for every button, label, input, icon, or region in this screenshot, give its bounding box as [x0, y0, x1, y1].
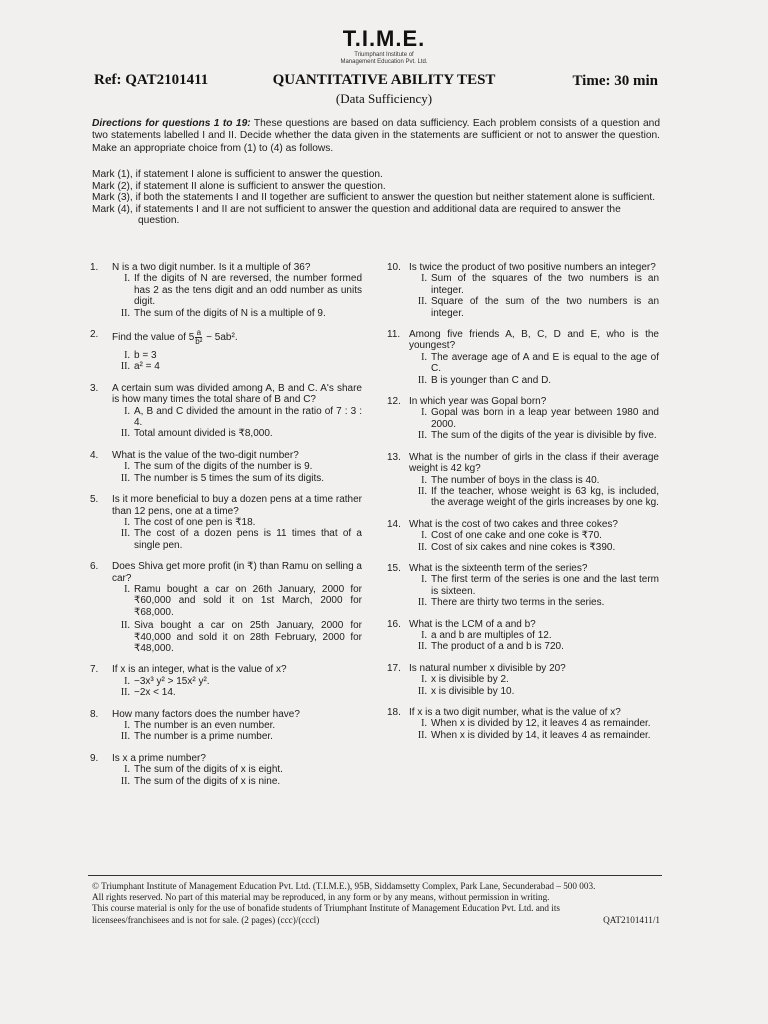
statement-label: I.: [124, 675, 130, 687]
statement-2: [112, 620, 362, 654]
question-number: 2.: [90, 329, 99, 341]
statement-label: I.: [421, 273, 427, 285]
statement-text: Ramu bought a car on 26th January, 2000 for ₹60,000 and sold it on 1st March, 2000 for ₹68,000.: [134, 583, 362, 618]
statement-1: [112, 720, 362, 731]
statement-label: I.: [421, 407, 427, 419]
statement-label: II.: [417, 541, 427, 553]
statement-label: II.: [417, 597, 427, 609]
footer-copyright: © Triumphant Institute of Management Education Pvt. Ltd. (T.I.M.E.), 95B, Siddamsetty Complex, Park Lane, Secunderabad – 500 003.: [92, 881, 596, 891]
statement-text: When x is divided by 12, it leaves 4 as remainder.: [431, 718, 651, 730]
statement-1: [112, 764, 362, 775]
statement-2: [112, 473, 362, 484]
question-number: 9.: [90, 752, 99, 764]
statement-1: [112, 517, 362, 528]
statement-label: II.: [120, 428, 130, 440]
question-18: [387, 707, 659, 741]
mark-rule: Mark (2), if statement II alone is sufficient to answer the question.: [92, 180, 386, 192]
statement-text: The sum of the digits of the number is 9.: [134, 461, 313, 473]
statement-label: II.: [120, 361, 130, 373]
statement-2: [409, 730, 659, 741]
statement-1: [112, 350, 362, 361]
statement-label: II.: [417, 485, 427, 497]
question-number: 5.: [90, 494, 99, 506]
directions-text: These questions are based on data sufficiency. Each problem consists of a question and two statements labelled I and II. Decide whether the data given in the statements are sufficient or not to answer the question. Make an appropriate choice from (1) to (4) as follows.: [92, 118, 660, 154]
question-number: 3.: [90, 382, 99, 394]
statement-2: [409, 486, 659, 509]
statement-text: The average age of A and E is equal to the age of C.: [431, 351, 659, 375]
statement-1: [409, 630, 659, 641]
question-text: What is the value of the two-digit number?: [112, 449, 299, 461]
statement-label: I.: [124, 273, 130, 285]
statement-1: [112, 584, 362, 618]
question-8: [90, 709, 362, 743]
question-number: 18.: [387, 707, 401, 718]
statement-text: The number is 5 times the sum of its digits.: [134, 472, 325, 484]
statement-text: Square of the sum of the two numbers is an integer.: [431, 296, 659, 319]
question-9: [90, 753, 362, 787]
question-text: Is natural number x divisible by 20?: [409, 662, 566, 674]
statement-2: [409, 641, 659, 652]
fraction-numerator: a: [196, 328, 202, 338]
logo-subtitle-2: Management Education Pvt. Ltd.: [340, 59, 428, 65]
statement-text: Siva bought a car on 25th January, 2000 for ₹40,000 and sold it on 28th February, 2000 for ₹48,000.: [134, 620, 362, 654]
question-12: [387, 396, 659, 442]
statement-label: II.: [417, 296, 427, 308]
question-4: [90, 450, 362, 484]
question-text: What is the sixteenth term of the series?: [409, 562, 588, 574]
question-number: 1.: [90, 262, 99, 273]
statement-label: I.: [421, 629, 427, 641]
fraction-denominator: b²: [195, 337, 203, 347]
question-10: [387, 262, 659, 319]
statement-label: II.: [120, 687, 130, 699]
time-limit: Time: 30 min: [572, 73, 658, 89]
statement-label: II.: [417, 685, 427, 697]
statement-2: [112, 528, 362, 551]
question-text: If x is a two digit number, what is the value of x?: [409, 707, 621, 718]
statement-text: The number is an even number.: [134, 720, 276, 731]
statement-label: I.: [421, 718, 427, 730]
statement-1: [409, 718, 659, 729]
statement-label: II.: [120, 307, 130, 319]
statement-2: [112, 428, 362, 439]
statement-text: Sum of the squares of the two numbers is an integer.: [431, 273, 659, 296]
footer-usage: This course material is only for the use of bonafide students of Triumphant Institute of Management Education Pvt. Ltd. and its: [92, 903, 560, 914]
statement-label: II.: [417, 641, 427, 653]
statement-label: II.: [120, 775, 130, 787]
statement-2: [409, 430, 659, 441]
statement-2: [112, 687, 362, 698]
statement-2: [112, 776, 362, 787]
statement-text: Cost of six cakes and nine cokes is ₹390.: [431, 541, 616, 553]
test-subtitle: (Data Sufficiency): [335, 91, 433, 106]
question-number: 14.: [387, 518, 401, 530]
statement-text: The sum of the digits of N is a multiple of 9.: [134, 307, 326, 319]
question-16: [387, 619, 659, 653]
statement-label: I.: [124, 461, 130, 473]
statement-label: I.: [124, 764, 130, 776]
question-number: 17.: [387, 662, 401, 674]
question-7: [90, 664, 362, 698]
statement-1: [409, 352, 659, 375]
statement-1: [112, 406, 362, 429]
mark-rule: Mark (1), if statement I alone is sufficient to answer the question.: [92, 169, 383, 180]
statement-2: [409, 597, 659, 608]
statement-text: The number is a prime number.: [134, 731, 273, 743]
statement-text: The product of a and b is 720.: [431, 641, 564, 653]
question-text: Does Shiva get more profit (in ₹) than Ramu on selling a car?: [112, 561, 362, 584]
statement-text: When x is divided by 14, it leaves 4 as remainder.: [431, 729, 651, 741]
statement-text: There are thirty two terms in the series.: [431, 597, 605, 609]
question-text: [112, 329, 362, 346]
statement-text: If the teacher, whose weight is 63 kg, is included, the average weight of the girls increases by one kg.: [431, 485, 659, 509]
statement-2: [112, 731, 362, 742]
question-text: In which year was Gopal born?: [409, 396, 547, 408]
statement-text: A, B and C divided the amount in the ratio of 7 : 3 : 4.: [134, 405, 362, 429]
statement-label: I.: [124, 583, 130, 595]
statement-label: I.: [124, 516, 130, 528]
question-13: [387, 452, 659, 509]
logo-subtitle-1: Triumphant Institute of: [354, 52, 414, 58]
statement-1: [409, 475, 659, 486]
question-text: What is the LCM of a and b?: [409, 618, 536, 630]
statement-1: [409, 574, 659, 597]
statement-label: I.: [124, 350, 130, 362]
question-text-part: − 5ab².: [203, 332, 238, 344]
statement-text: b = 3: [134, 350, 157, 362]
footer-rights: All rights reserved. No part of this material may be reproduced, in any form or by any means, without permission in writing.: [92, 892, 550, 903]
statement-text: −2x < 14.: [134, 687, 176, 699]
marking-scheme: [92, 169, 660, 227]
statement-2: [112, 308, 362, 319]
statement-text: a² = 4: [134, 361, 160, 373]
statement-2: [409, 375, 659, 386]
statement-label: I.: [421, 351, 427, 363]
questions-right-column: [387, 262, 659, 741]
statement-1: [112, 273, 362, 307]
question-text: What is the number of girls in the class if their average weight is 42 kg?: [409, 451, 659, 475]
statement-label: I.: [124, 405, 130, 417]
statement-text: The number of boys in the class is 40.: [431, 474, 600, 486]
footer-divider: [88, 875, 662, 876]
statement-1: [409, 407, 659, 430]
question-text-part: Find the value of 5: [112, 332, 195, 344]
statement-text: The first term of the series is one and the last term is sixteen.: [431, 574, 659, 597]
statement-text: The sum of the digits of x is eight.: [134, 764, 283, 776]
question-number: 13.: [387, 451, 401, 463]
statement-text: x is divisible by 2.: [431, 674, 509, 686]
question-text: Is twice the product of two positive numbers an integer?: [409, 262, 656, 273]
question-1: [90, 262, 362, 319]
statement-1: [112, 676, 362, 687]
statement-1: [409, 674, 659, 685]
statement-1: [409, 273, 659, 296]
statement-text: a and b are multiples of 12.: [431, 629, 552, 641]
question-6: [90, 561, 362, 654]
question-number: 11.: [387, 329, 401, 341]
question-11: [387, 329, 659, 386]
statement-text: −3x³ y² > 15x² y².: [134, 675, 210, 687]
question-number: 15.: [387, 562, 401, 574]
statement-label: II.: [417, 374, 427, 386]
statement-2: [112, 361, 362, 372]
question-3: [90, 383, 362, 440]
question-number: 10.: [387, 262, 401, 273]
footer-licensees: licensees/franchisees and is not for sale. (2 pages) (ccc)/(cccl): [92, 914, 320, 925]
question-number: 16.: [387, 618, 401, 630]
question-text: Is x a prime number?: [112, 752, 206, 764]
question-5: [90, 494, 362, 551]
statement-label: I.: [124, 720, 130, 731]
statement-text: Cost of one cake and one coke is ₹70.: [431, 530, 602, 542]
statement-text: If the digits of N are reversed, the number formed has 2 as the tens digit and an odd number as units digit.: [134, 273, 362, 308]
statement-label: I.: [421, 530, 427, 542]
question-14: [387, 519, 659, 553]
statement-text: x is divisible by 10.: [431, 685, 515, 697]
statement-2: [409, 296, 659, 319]
question-text: N is a two digit number. Is it a multiple of 36?: [112, 262, 311, 273]
question-number: 8.: [90, 708, 99, 720]
footer-code: QAT2101411/1: [603, 914, 660, 925]
statement-2: [409, 542, 659, 553]
question-text: Is it more beneficial to buy a dozen pens at a time rather than 12 pens, one at a time?: [112, 494, 362, 517]
statement-1: [409, 530, 659, 541]
statement-label: I.: [421, 674, 427, 686]
fraction: [195, 329, 202, 346]
question-number: 7.: [90, 664, 99, 676]
logo: [0, 26, 768, 66]
statement-text: The sum of the digits of x is nine.: [134, 775, 281, 787]
statement-label: II.: [417, 430, 427, 442]
mark-rule: Mark (4), if statements I and II are not sufficient to answer the question and additional data are required to answer the question.: [92, 203, 621, 227]
statement-text: The sum of the digits of the year is divisible by five.: [431, 430, 657, 442]
statement-text: Gopal was born in a leap year between 1980 and 2000.: [431, 407, 659, 430]
statement-text: Total amount divided is ₹8,000.: [134, 428, 273, 440]
question-17: [387, 663, 659, 697]
test-title: QUANTITATIVE ABILITY TEST: [272, 72, 496, 88]
directions-label: Directions for questions 1 to 19:: [92, 118, 251, 129]
reference-code: Ref: QAT2101411: [94, 72, 209, 88]
statement-label: II.: [120, 731, 130, 743]
question-number: 12.: [387, 396, 401, 408]
question-text: How many factors does the number have?: [112, 708, 300, 720]
question-15: [387, 563, 659, 609]
question-number: 4.: [90, 449, 99, 461]
statement-label: II.: [120, 472, 130, 484]
footer-last-row: [92, 915, 660, 926]
question-text: What is the cost of two cakes and three cokes?: [409, 518, 618, 530]
statement-label: II.: [120, 620, 130, 632]
statement-label: II.: [417, 729, 427, 741]
question-number: 6.: [90, 561, 99, 573]
footer: [92, 881, 660, 926]
logo-text: T.I.M.E.: [342, 26, 426, 51]
question-text: Among five friends A, B, C, D and E, who is the youngest?: [409, 329, 659, 352]
question-2: [90, 329, 362, 373]
statement-text: The cost of one pen is ₹18.: [134, 516, 256, 528]
statement-label: I.: [421, 474, 427, 486]
statement-2: [409, 686, 659, 697]
question-text: If x is an integer, what is the value of x?: [112, 664, 287, 676]
statement-text: B is younger than C and D.: [431, 374, 552, 386]
statement-1: [112, 461, 362, 472]
directions: [92, 118, 660, 155]
statement-label: II.: [120, 528, 130, 540]
questions-left-column: [90, 262, 362, 787]
statement-text: The cost of a dozen pens is 11 times that of a single pen.: [134, 528, 362, 551]
mark-rule: Mark (3), if both the statements I and II together are sufficient to answer the question but neither statement alone is sufficient.: [92, 192, 656, 204]
question-text: A certain sum was divided among A, B and C. A's share is how many times the total share of B and C?: [112, 382, 362, 406]
statement-label: I.: [421, 574, 427, 586]
